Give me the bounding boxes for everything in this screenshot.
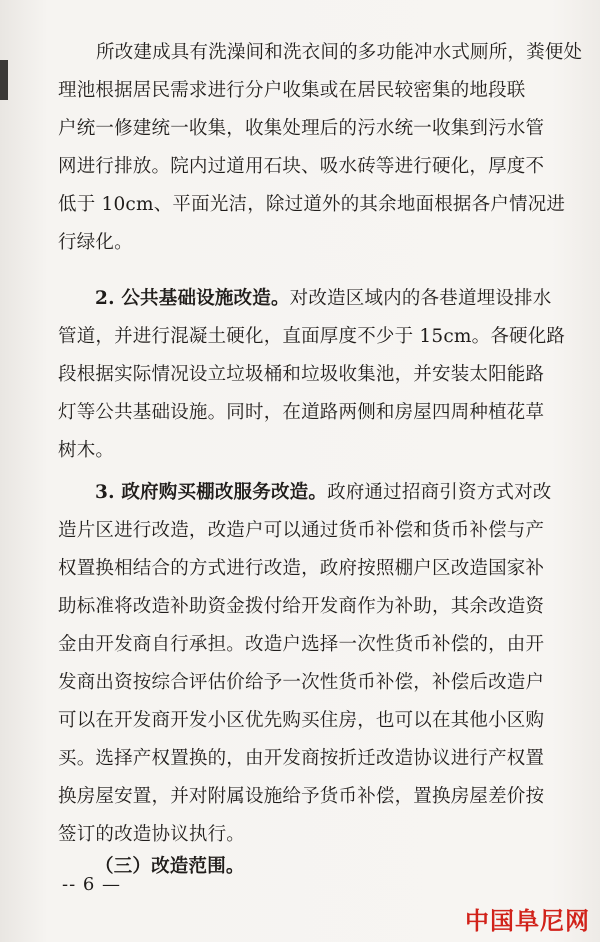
text-line: 造片区进行改造，改造户可以通过货币补偿和货币补偿与产 xyxy=(58,520,545,541)
section-2-heading: 2. 公共基础设施改造。 xyxy=(95,288,290,309)
paragraph-continued xyxy=(58,72,568,262)
text-line: 所改建成具有洗澡间和洗衣间的多功能冲水式厕所，粪便处 xyxy=(96,42,583,63)
text-line: 灯等公共基础设施。同时，在道路两侧和房屋四周种植花草 xyxy=(58,402,545,423)
text-line: 金由开发商自行承担。改造户选择一次性货币补偿的，由开 xyxy=(58,634,545,655)
text-line: 可以在开发商开发小区优先购买住房，也可以在其他小区购 xyxy=(58,710,545,731)
watermark-logo: 中国阜尼网 xyxy=(465,907,590,935)
section-2 xyxy=(58,280,568,470)
subsection-heading-block xyxy=(58,848,568,886)
scan-edge-shadow xyxy=(0,60,8,100)
page-number: -- 6 — xyxy=(62,874,122,895)
text-line: 树木。 xyxy=(58,440,115,461)
section-3 xyxy=(58,474,568,854)
section-2-first-line xyxy=(58,280,568,318)
text-line: 行绿化。 xyxy=(58,232,133,253)
text-line: 网进行排放。院内过道用石块、吸水砖等进行硬化，厚度不 xyxy=(58,156,545,177)
section-3-first-line xyxy=(58,474,568,512)
subsection-heading: （三）改造范围。 xyxy=(95,856,245,877)
text-line: 理池根据居民需求进行分户收集或在居民较密集的地段联 xyxy=(58,80,526,101)
section-2-first-line-text: 对改造区域内的各巷道埋设排水 xyxy=(289,288,552,309)
text-line: 户统一修建统一收集，收集处理后的污水统一收集到污水管 xyxy=(58,118,545,139)
text-line: 换房屋安置，并对附属设施给予货币补偿，置换房屋差价按 xyxy=(58,786,545,807)
text-line: 权置换相结合的方式进行改造，政府按照棚户区改造国家补 xyxy=(58,558,545,579)
section-3-first-line-text: 政府通过招商引资方式对改 xyxy=(327,482,552,503)
text-line: 管道，并进行混凝土硬化，直面厚度不少于 15cm。各硬化路 xyxy=(58,326,566,347)
section-3-heading: 3. 政府购买棚改服务改造。 xyxy=(95,482,328,503)
text-line: 段根据实际情况设立垃圾桶和垃圾收集池，并安装太阳能路 xyxy=(58,364,545,385)
text-line: 发商出资按综合评估价给予一次性货币补偿，补偿后改造户 xyxy=(58,672,545,693)
text-line: 买。选择产权置换的，由开发商按折迁改造协议进行产权置 xyxy=(58,748,545,769)
text-line: 低于 10cm、平面光洁，除过道外的其余地面根据各户情况进 xyxy=(58,194,566,215)
text-line: 签订的改造协议执行。 xyxy=(58,824,246,845)
paragraph-continued-first-line xyxy=(96,34,583,72)
text-line: 助标准将改造补助资金拨付给开发商作为补助，其余改造资 xyxy=(58,596,545,617)
